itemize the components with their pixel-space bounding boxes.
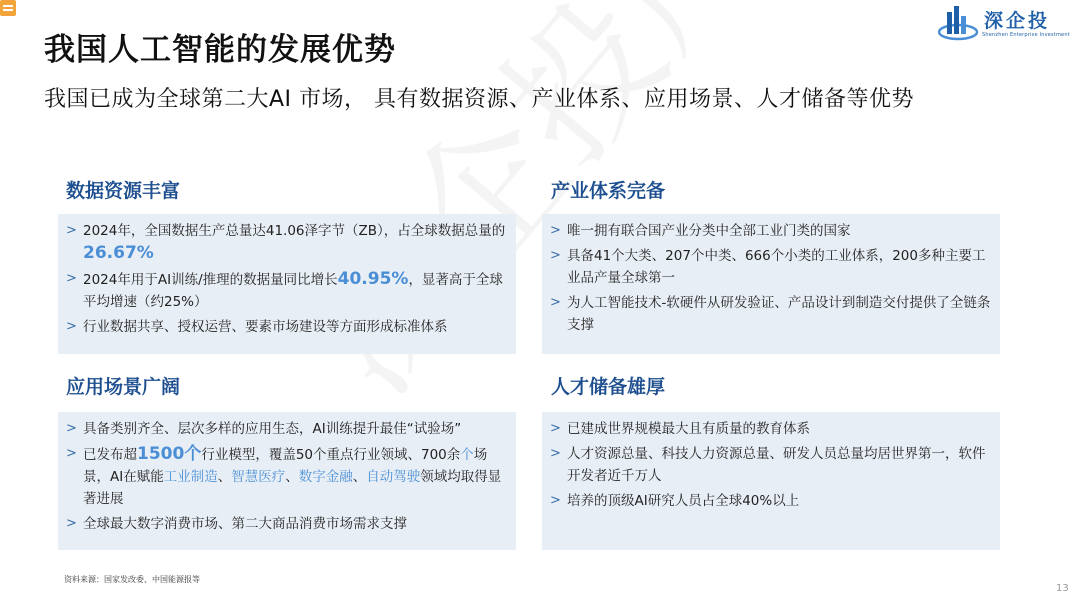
section-title-application: 应用场景广阔 xyxy=(66,376,181,398)
highlight-term: 自动驾驶 xyxy=(366,469,421,485)
section-title-industry: 产业体系完备 xyxy=(551,180,666,202)
list-item: > 培养的顶级AI研究人员占全球40%以上 xyxy=(550,490,992,512)
panel-data xyxy=(58,214,516,354)
page-number: 13 xyxy=(1056,583,1069,594)
section-title-talent: 人才储备雄厚 xyxy=(551,376,666,398)
page-subtitle: 我国已成为全球第二大AI 市场， 具有数据资源、产业体系、应用场景、人才储备等优势 xyxy=(44,87,915,112)
highlight-value: 40.95% xyxy=(337,269,409,289)
panel-talent xyxy=(542,412,1000,550)
company-logo xyxy=(938,4,1078,46)
highlight-term: 数字金融 xyxy=(298,469,353,485)
highlight-term: 工业制造 xyxy=(163,469,218,485)
list-item: > 为人工智能技术-软硬件从研发验证、产品设计到制造交付提供了全链条支撑 xyxy=(550,292,992,336)
page-title: 我国人工智能的发展优势 xyxy=(44,32,396,68)
logo-name: 深企投 xyxy=(984,10,1051,32)
list-item: > 全球最大数字消费市场、第二大商品消费市场需求支撑 xyxy=(66,513,508,535)
panel-application xyxy=(58,412,516,550)
list-item: > 行业数据共享、授权运营、要素市场建设等方面形成标准体系 xyxy=(66,316,508,338)
list-item: > 2024年用于AI训练/推理的数据量同比增长40.95%，显著高于全球平均增速（约25%） xyxy=(66,268,508,313)
notes-icon[interactable] xyxy=(0,0,16,16)
list-item: > 唯一拥有联合国产业分类中全部工业门类的国家 xyxy=(550,220,992,242)
logo-subtext: Shenzhen Enterprise Investment xyxy=(982,32,1070,38)
logo-mark-icon xyxy=(938,4,982,44)
source-footnote: 资料来源：国家发改委、中国能源报等 xyxy=(64,575,200,584)
highlight-term: 智慧医疗 xyxy=(231,469,286,485)
list-item: > 2024年，全国数据生产总量达41.06泽字节（ZB），占全球数据总量的26.67% xyxy=(66,220,508,265)
list-item: > 已发布超1500个行业模型，覆盖50个重点行业领域、700余个场景，AI在赋能工业制造、智慧医疗、数字金融、自动驾驶领域均取得显著进展 xyxy=(66,443,508,510)
list-item: > 具备类别齐全、层次多样的应用生态，AI训练提升最佳“试验场” xyxy=(66,418,508,440)
highlight-value: 26.67% xyxy=(83,243,154,263)
highlight-value: 1500个 xyxy=(137,444,202,464)
list-item: > 已建成世界规模最大且有质量的教育体系 xyxy=(550,418,992,440)
list-item: > 人才资源总量、科技人力资源总量、研发人员总量均居世界第一，软件开发者近千万人 xyxy=(550,443,992,487)
section-title-data: 数据资源丰富 xyxy=(66,180,181,202)
list-item: > 具备41个大类、207个中类、666个小类的工业体系，200多种主要工业品产量全球第一 xyxy=(550,245,992,289)
panel-industry xyxy=(542,214,1000,354)
